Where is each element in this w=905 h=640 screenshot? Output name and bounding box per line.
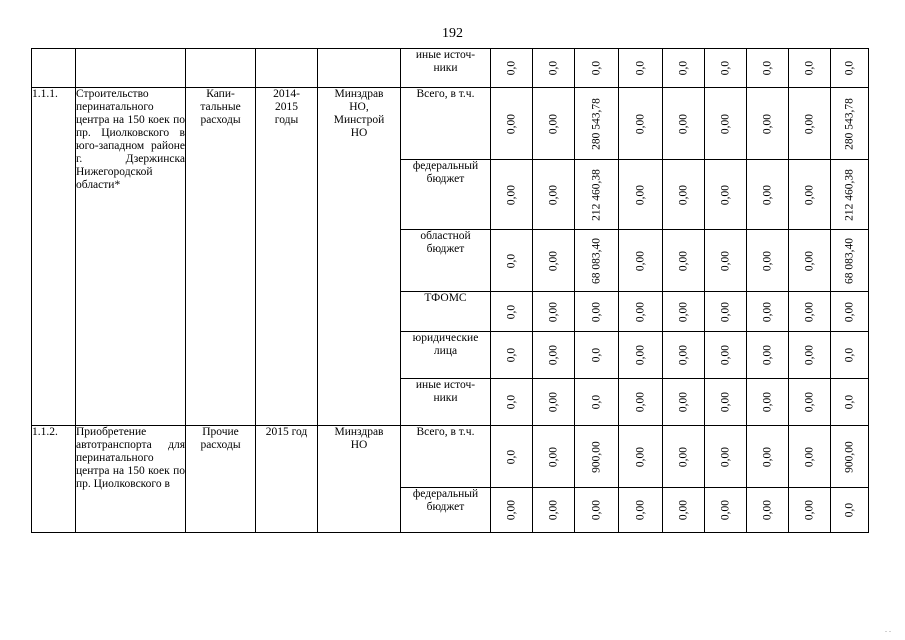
value-text: 0,00: [719, 446, 731, 467]
value-text: 0,00: [677, 184, 689, 205]
value-cell: [747, 88, 789, 160]
value-cell: [491, 426, 533, 488]
value-cell: [533, 230, 575, 292]
value-cell: [747, 230, 789, 292]
empty-cell: [318, 49, 401, 88]
value-text: 0,00: [634, 113, 646, 134]
value-text: 0,00: [547, 446, 559, 467]
value-text: 68 083,40: [843, 237, 855, 284]
value-text: 0,00: [677, 499, 689, 521]
value-cell: [789, 488, 831, 533]
value-cell: [831, 488, 869, 533]
value-cell: [789, 379, 831, 426]
value-text: 212 460,38: [590, 168, 602, 221]
value-text: 0,00: [634, 391, 646, 413]
value-text: 0,00: [505, 113, 517, 134]
expense-type: Прочие расходы: [186, 426, 256, 533]
value-text: 0,0: [547, 60, 559, 76]
page-number: 192: [442, 26, 463, 41]
value-cell: [491, 49, 533, 88]
funding-source: юридические лица: [401, 332, 491, 379]
value-text: 0,00: [843, 301, 855, 322]
funding-source: областной бюджет: [401, 230, 491, 292]
value-cell: [575, 292, 619, 332]
value-text: 0,00: [547, 344, 559, 366]
funding-source: Всего, в т.ч.: [401, 88, 491, 160]
value-text: 0,0: [843, 60, 855, 76]
value-text: 0,00: [547, 391, 559, 413]
item-name: Строительство перинатального центра на 150 коек по пр. Циолковского в юго-западном районе г. Дзержинска Нижегородской области*: [76, 88, 186, 426]
value-text: 0,0: [505, 347, 517, 363]
value-cell: [533, 160, 575, 230]
value-cell: [533, 88, 575, 160]
value-cell: [575, 49, 619, 88]
value-cell: [831, 230, 869, 292]
funding-source: ТФОМС: [401, 292, 491, 332]
value-text: 0,0: [505, 60, 517, 76]
value-cell: [533, 379, 575, 426]
value-cell: [663, 332, 705, 379]
value-cell: [619, 160, 663, 230]
value-text: 0,00: [803, 391, 815, 413]
value-cell: [747, 160, 789, 230]
value-cell: [831, 426, 869, 488]
value-text: 0,0: [719, 60, 731, 76]
value-cell: [789, 332, 831, 379]
funding-source: иные источ- ники: [401, 49, 491, 88]
value-text: 0,0: [505, 394, 517, 410]
value-text: 0,00: [761, 391, 773, 413]
value-text: 280 543,78: [590, 97, 602, 150]
value-text: 0,00: [634, 250, 646, 271]
value-text: 0,0: [677, 60, 689, 76]
value-text: 0,00: [719, 391, 731, 413]
value-text: 0,0: [505, 253, 517, 268]
value-cell: [619, 49, 663, 88]
table-row: [32, 49, 869, 88]
value-cell: [789, 426, 831, 488]
value-cell: [575, 488, 619, 533]
value-cell: [491, 230, 533, 292]
value-cell: [831, 292, 869, 332]
empty-cell: [256, 49, 318, 88]
value-cell: [747, 49, 789, 88]
value-cell: [663, 49, 705, 88]
value-cell: [575, 332, 619, 379]
value-cell: [705, 379, 747, 426]
funding-source: Всего, в т.ч.: [401, 426, 491, 488]
funding-source: иные источ- ники: [401, 379, 491, 426]
value-cell: [575, 379, 619, 426]
value-cell: [533, 49, 575, 88]
value-cell: [705, 488, 747, 533]
value-cell: [491, 332, 533, 379]
value-text: 0,00: [719, 250, 731, 271]
value-text: 0,00: [761, 250, 773, 271]
budget-table: [31, 48, 869, 533]
value-text: 0,00: [719, 113, 731, 134]
value-cell: [747, 426, 789, 488]
value-text: 0,00: [803, 250, 815, 271]
value-text: 0,00: [677, 446, 689, 467]
value-cell: [789, 292, 831, 332]
value-cell: [789, 230, 831, 292]
value-cell: [663, 379, 705, 426]
funding-source: федеральный бюджет: [401, 488, 491, 533]
item-number: 1.1.2.: [32, 426, 76, 533]
period: 2014- 2015 годы: [256, 88, 318, 426]
value-cell: [705, 426, 747, 488]
value-cell: [491, 88, 533, 160]
value-text: 0,00: [761, 113, 773, 134]
value-text: 0,00: [634, 446, 646, 467]
value-cell: [533, 292, 575, 332]
value-cell: [663, 426, 705, 488]
value-text: 0,00: [719, 301, 731, 322]
value-cell: [663, 292, 705, 332]
value-cell: [663, 230, 705, 292]
empty-cell: [32, 49, 76, 88]
value-cell: [747, 292, 789, 332]
value-cell: [663, 488, 705, 533]
value-text: 0,00: [761, 344, 773, 366]
value-cell: [619, 230, 663, 292]
value-cell: [491, 160, 533, 230]
value-cell: [747, 332, 789, 379]
value-cell: [491, 379, 533, 426]
value-cell: [831, 49, 869, 88]
value-text: 0,00: [505, 499, 517, 521]
value-text: 0,0: [590, 60, 602, 76]
value-cell: [619, 488, 663, 533]
value-cell: [533, 426, 575, 488]
value-cell: [663, 160, 705, 230]
value-text: 0,00: [547, 113, 559, 134]
value-cell: [663, 88, 705, 160]
period: 2015 год: [256, 426, 318, 533]
value-cell: [789, 88, 831, 160]
value-text: 900,00: [843, 440, 855, 473]
value-cell: [705, 292, 747, 332]
value-text: 0,0: [843, 502, 855, 518]
value-text: 0,00: [677, 344, 689, 366]
value-text: 0,00: [547, 184, 559, 205]
value-cell: [705, 230, 747, 292]
value-text: 0,0: [843, 347, 855, 363]
item-name: Приобретение автотранспорта для перинатального центра на 150 коек по пр. Циолковского в: [76, 426, 186, 533]
value-cell: [619, 426, 663, 488]
value-cell: [831, 88, 869, 160]
value-text: 0,0: [634, 60, 646, 76]
value-text: 0,00: [634, 344, 646, 366]
value-text: 0,0: [590, 394, 602, 410]
table-row: [32, 426, 869, 488]
value-text: 0,00: [677, 301, 689, 322]
value-cell: [747, 379, 789, 426]
value-text: 0,00: [547, 301, 559, 322]
value-text: 0,00: [547, 499, 559, 521]
value-text: 0,00: [803, 446, 815, 467]
value-text: 0,00: [803, 499, 815, 521]
value-cell: [705, 49, 747, 88]
value-text: 0,0: [803, 60, 815, 76]
value-text: 0,00: [761, 184, 773, 205]
value-text: 0,0: [505, 449, 517, 464]
value-cell: [619, 292, 663, 332]
value-text: 212 460,38: [843, 168, 855, 221]
value-text: 0,00: [547, 250, 559, 271]
empty-cell: [76, 49, 186, 88]
value-cell: [831, 160, 869, 230]
value-text: 0,00: [719, 344, 731, 366]
executor: Минздрав НО, Минстрой НО: [318, 88, 401, 426]
value-text: 0,00: [719, 499, 731, 521]
value-cell: [789, 49, 831, 88]
value-text: 0,0: [843, 394, 855, 410]
value-text: 0,00: [677, 391, 689, 413]
value-text: 0,0: [590, 347, 602, 363]
value-text: 280 543,78: [843, 97, 855, 150]
value-text: 0,00: [761, 499, 773, 521]
value-cell: [575, 426, 619, 488]
value-text: 0,00: [719, 184, 731, 205]
value-text: 0,00: [634, 184, 646, 205]
value-cell: [831, 379, 869, 426]
value-text: 0,0: [761, 60, 773, 76]
value-cell: [575, 230, 619, 292]
value-text: 0,00: [590, 301, 602, 322]
value-cell: [831, 332, 869, 379]
value-cell: [705, 88, 747, 160]
value-text: 0,00: [761, 446, 773, 467]
value-text: 0,0: [505, 304, 517, 319]
value-text: 0,00: [634, 499, 646, 521]
value-cell: [747, 488, 789, 533]
value-cell: [491, 488, 533, 533]
table-row: [32, 88, 869, 160]
value-cell: [705, 332, 747, 379]
expense-type: Капи- тальные расходы: [186, 88, 256, 426]
value-text: 0,00: [505, 184, 517, 205]
value-text: 0,00: [803, 113, 815, 134]
empty-cell: [186, 49, 256, 88]
value-text: 0,00: [677, 250, 689, 271]
value-cell: [575, 160, 619, 230]
item-number: 1.1.1.: [32, 88, 76, 426]
value-cell: [575, 88, 619, 160]
value-cell: [619, 88, 663, 160]
value-text: 0,00: [761, 301, 773, 322]
value-text: 68 083,40: [590, 237, 602, 284]
value-text: 0,00: [803, 301, 815, 322]
value-cell: [619, 332, 663, 379]
value-text: 0,00: [677, 113, 689, 134]
value-text: 0,00: [803, 344, 815, 366]
scan-mark: . .: [885, 625, 891, 634]
value-text: 0,00: [590, 499, 602, 521]
value-text: 0,00: [634, 301, 646, 322]
value-text: 0,00: [803, 184, 815, 205]
value-cell: [705, 160, 747, 230]
value-text: 900,00: [590, 440, 602, 473]
funding-source: федеральный бюджет: [401, 160, 491, 230]
executor: Минздрав НО: [318, 426, 401, 533]
value-cell: [533, 488, 575, 533]
value-cell: [789, 160, 831, 230]
value-cell: [619, 379, 663, 426]
value-cell: [491, 292, 533, 332]
value-cell: [533, 332, 575, 379]
